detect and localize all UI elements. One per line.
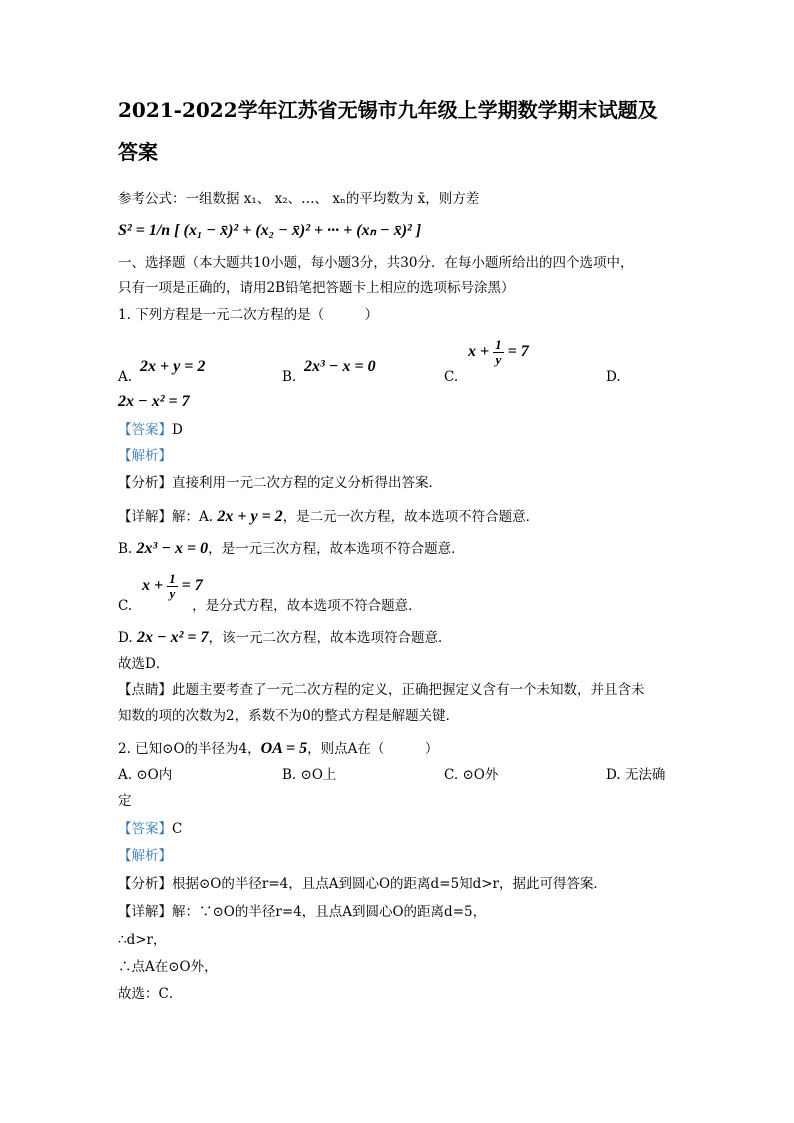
q2-stem-end: ，则点A在（ ） xyxy=(307,741,439,757)
text: ⊙O上 xyxy=(300,767,337,783)
section-heading: 一、选择题（本大题共10小题，每小题3分，共30分．在每小题所给出的四个选项中， xyxy=(118,255,634,271)
label: C. xyxy=(444,767,459,783)
comment-label: 【点睛】 xyxy=(118,682,172,698)
detail-a-math: 2x + y = 2 xyxy=(217,508,283,525)
fenxi-text: 根据⊙O的半径r=4，且点A到圆心O的距离d=5知d>r，据此可得答案． xyxy=(172,876,607,892)
fenxi-text: 直接利用一元二次方程的定义分析得出答案． xyxy=(172,475,442,491)
answer-value: D xyxy=(172,422,183,438)
q2-option-a xyxy=(118,766,172,784)
answer-label: 【答案】 xyxy=(118,821,172,837)
q2-stem: 2. 已知⊙O的半径为4， xyxy=(118,741,261,757)
option-c-math xyxy=(468,338,529,367)
comment-text-cont: 知数的项的次数为2，系数不为0的整式方程是解题关键． xyxy=(118,708,460,724)
answer-value: C xyxy=(172,821,183,837)
section-instructions: 只有一项是正确的，请用2B铅笔把答题卡上相应的选项标号涂黑） xyxy=(118,280,515,296)
text: ⊙O内 xyxy=(136,767,173,783)
analysis-label: 【解析】 xyxy=(118,448,172,464)
answer-label: 【答案】 xyxy=(118,422,172,438)
detail-a-prefix: 解：A. xyxy=(172,509,214,525)
option-d-label: D. xyxy=(606,369,621,385)
detail-b-math: 2x³ − x = 0 xyxy=(136,540,209,557)
denominator: y xyxy=(169,586,176,601)
option-a-math: 2x + y = 2 xyxy=(140,358,206,375)
detail-c-text: ，是分式方程，故本选项不符合题意． xyxy=(192,598,422,614)
option-c-label: C. xyxy=(444,369,459,385)
detail-step: ∴点A在⊙O外， xyxy=(118,959,218,975)
q2-options xyxy=(118,766,678,786)
numerator: 1 xyxy=(495,337,502,352)
text: 无法确 xyxy=(624,767,666,783)
detail-label: 【详解】 xyxy=(118,904,172,920)
math-part: = 7 xyxy=(507,343,529,361)
q2-conclusion: 故选：C． xyxy=(118,986,183,1002)
analysis-label: 【解析】 xyxy=(118,848,172,864)
detail-d-math: 2x − x² = 7 xyxy=(136,629,209,646)
detail-label: 【详解】 xyxy=(118,509,172,525)
option-d-math: 2x − x² = 7 xyxy=(118,393,190,410)
q2-option-d xyxy=(606,766,665,784)
q2-option-c xyxy=(444,766,498,784)
detail-b-text: ，是一元三次方程，故本选项不符合题意． xyxy=(208,541,465,557)
title: 2021-2022学年江苏省无锡市九年级上学期数学期末试题及 xyxy=(118,98,658,122)
fraction xyxy=(493,338,504,367)
option-b-math: 2x³ − x = 0 xyxy=(304,358,376,375)
option-b-label: B. xyxy=(282,369,297,385)
math-part: = 7 xyxy=(181,577,203,595)
q2-option-b xyxy=(282,766,336,784)
detail-d-prefix: D. xyxy=(118,630,133,646)
fenxi-label: 【分析】 xyxy=(118,876,172,892)
variance-formula: S² = 1/n [ (x₁ − x̄)² + (x₂ − x̄)² + ··· + (xₙ − x̄)² ] xyxy=(118,222,422,239)
detail-b-prefix: B. xyxy=(118,541,133,557)
detail-step: ∴d>r， xyxy=(118,932,167,948)
detail-c-prefix: C. xyxy=(118,598,133,614)
numerator: 1 xyxy=(169,571,176,586)
q1-options xyxy=(118,337,678,386)
label: A. xyxy=(118,767,133,783)
detail-d-text: ，该一元二次方程，故本选项符合题意． xyxy=(208,630,452,646)
title-cont: 答案 xyxy=(118,140,158,164)
comment-text: 此题主要考查了一元二次方程的定义，正确把握定义含有一个未知数，并且含未 xyxy=(172,682,645,698)
detail-a-text: ，是二元一次方程，故本选项不符合题意． xyxy=(282,509,540,525)
q2-option-d-wrap: 定 xyxy=(118,793,132,809)
text: ⊙O外 xyxy=(462,767,499,783)
label: D. xyxy=(606,767,621,783)
math-part: x + xyxy=(468,343,490,361)
q1-stem: 1. 下列方程是一元二次方程的是（ ） xyxy=(118,307,379,323)
detail-text: 解：∵⊙O的半径r=4，且点A到圆心O的距离d=5， xyxy=(172,904,487,920)
q2-math: OA = 5 xyxy=(260,740,308,757)
q1-conclusion: 故选D． xyxy=(118,656,170,672)
denominator: y xyxy=(495,352,502,367)
option-a-label: A. xyxy=(118,369,133,385)
math-part: x + xyxy=(142,577,164,595)
fenxi-label: 【分析】 xyxy=(118,475,172,491)
formula-intro: 参考公式：一组数据 x₁、 x₂、…、 xₙ的平均数为 x̄，则方差 xyxy=(118,191,480,207)
label: B. xyxy=(282,767,297,783)
